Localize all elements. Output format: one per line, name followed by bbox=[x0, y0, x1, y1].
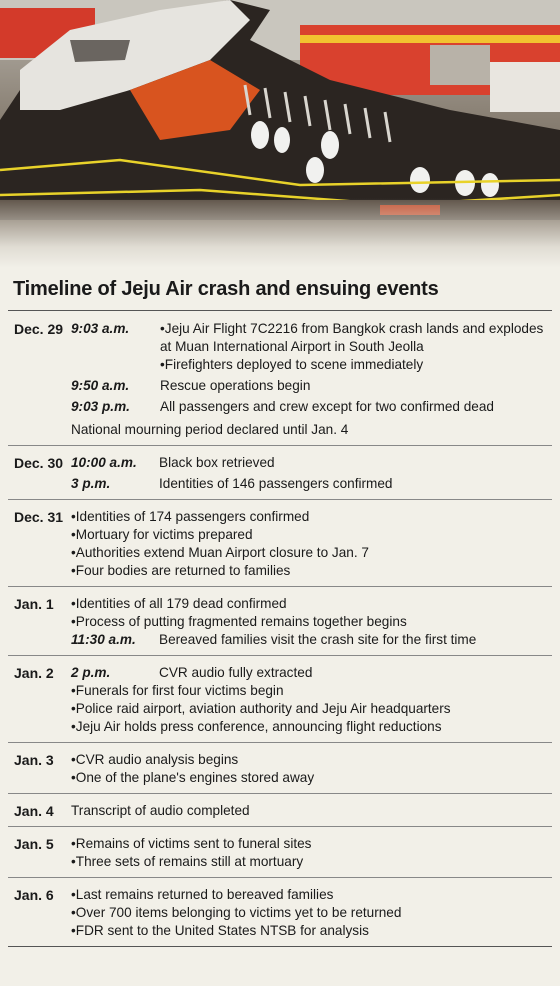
entry-text: Rescue operations begin bbox=[160, 378, 311, 393]
entry-time: 10:00 a.m. bbox=[71, 455, 137, 470]
timeline-day bbox=[8, 587, 552, 656]
day-date: Jan. 2 bbox=[14, 665, 54, 681]
entry-text: • Over 700 items belonging to victims yet to be returned bbox=[71, 904, 552, 922]
entry-text: • Remains of victims sent to funeral sites bbox=[71, 835, 552, 853]
timeline-day bbox=[8, 827, 552, 878]
timeline-day bbox=[8, 878, 552, 947]
entry-text: • One of the plane's engines stored away bbox=[71, 769, 552, 787]
day-date: Jan. 6 bbox=[14, 887, 54, 903]
entry-text: • Jeju Air holds press conference, announcing flight reductions bbox=[71, 718, 552, 736]
entry-text: • Authorities extend Muan Airport closure to Jan. 7 bbox=[71, 544, 552, 562]
timeline-entry bbox=[71, 475, 552, 493]
entry-time: 9:50 a.m. bbox=[71, 378, 130, 393]
entry-text: • Process of putting fragmented remains together begins bbox=[71, 613, 552, 631]
entry-text: Identities of 146 passengers confirmed bbox=[159, 476, 393, 491]
entry-text: • Mortuary for victims prepared bbox=[71, 526, 552, 544]
entry-text: • Firefighters deployed to scene immediately bbox=[160, 356, 552, 374]
page-title: Timeline of Jeju Air crash and ensuing events bbox=[13, 278, 439, 300]
timeline-entry bbox=[71, 631, 552, 649]
day-date: Jan. 1 bbox=[14, 596, 54, 612]
entry-text: All passengers and crew except for two confirmed dead bbox=[160, 399, 494, 414]
entry-time: 2 p.m. bbox=[71, 665, 111, 680]
entry-text: National mourning period declared until Jan. 4 bbox=[71, 422, 349, 437]
day-date: Dec. 31 bbox=[14, 509, 64, 525]
entry-time: 9:03 p.m. bbox=[71, 399, 130, 414]
timeline-entry bbox=[71, 320, 552, 374]
entry-text: Black box retrieved bbox=[159, 455, 275, 470]
timeline-day bbox=[8, 656, 552, 743]
entry-text-group bbox=[160, 320, 552, 374]
entry-time: 3 p.m. bbox=[71, 476, 111, 491]
timeline-entry bbox=[71, 377, 552, 395]
photo-fade-overlay bbox=[0, 198, 560, 268]
entry-time: 9:03 a.m. bbox=[71, 321, 130, 336]
entry-text: • Identities of all 179 dead confirmed bbox=[71, 595, 552, 613]
day-date: Jan. 4 bbox=[14, 803, 54, 819]
timeline-day bbox=[8, 312, 552, 446]
entry-text: Bereaved families visit the crash site for the first time bbox=[159, 632, 477, 647]
entry-text: Transcript of audio completed bbox=[71, 803, 250, 818]
entry-text: • Identities of 174 passengers confirmed bbox=[71, 508, 552, 526]
timeline-day bbox=[8, 446, 552, 500]
entry-text: • Three sets of remains still at mortuary bbox=[71, 853, 552, 871]
day-date: Dec. 29 bbox=[14, 321, 64, 337]
entry-text: • Last remains returned to bereaved families bbox=[71, 886, 552, 904]
timeline-day bbox=[8, 500, 552, 587]
timeline bbox=[8, 312, 552, 947]
crash-site-photo bbox=[0, 0, 560, 268]
entry-text: • FDR sent to the United States NTSB for analysis bbox=[71, 922, 552, 940]
timeline-day bbox=[8, 794, 552, 827]
entry-text: • Jeju Air Flight 7C2216 from Bangkok crash lands and explodes at Muan International Airport in South Jeolla bbox=[160, 320, 552, 356]
timeline-entry bbox=[71, 454, 552, 472]
timeline-day bbox=[8, 743, 552, 794]
entry-text: • Funerals for first four victims begin bbox=[71, 682, 552, 700]
entry-text: • Police raid airport, aviation authority and Jeju Air headquarters bbox=[71, 700, 552, 718]
entry-text: • CVR audio analysis begins bbox=[71, 751, 552, 769]
entry-time: 11:30 a.m. bbox=[71, 632, 136, 647]
timeline-entry bbox=[71, 398, 552, 416]
day-date: Jan. 5 bbox=[14, 836, 54, 852]
timeline-entry bbox=[71, 664, 552, 682]
entry-text: • Four bodies are returned to families bbox=[71, 562, 552, 580]
entry-text: CVR audio fully extracted bbox=[159, 665, 313, 680]
title-divider bbox=[8, 310, 552, 311]
day-date: Jan. 3 bbox=[14, 752, 54, 768]
day-date: Dec. 30 bbox=[14, 455, 64, 471]
